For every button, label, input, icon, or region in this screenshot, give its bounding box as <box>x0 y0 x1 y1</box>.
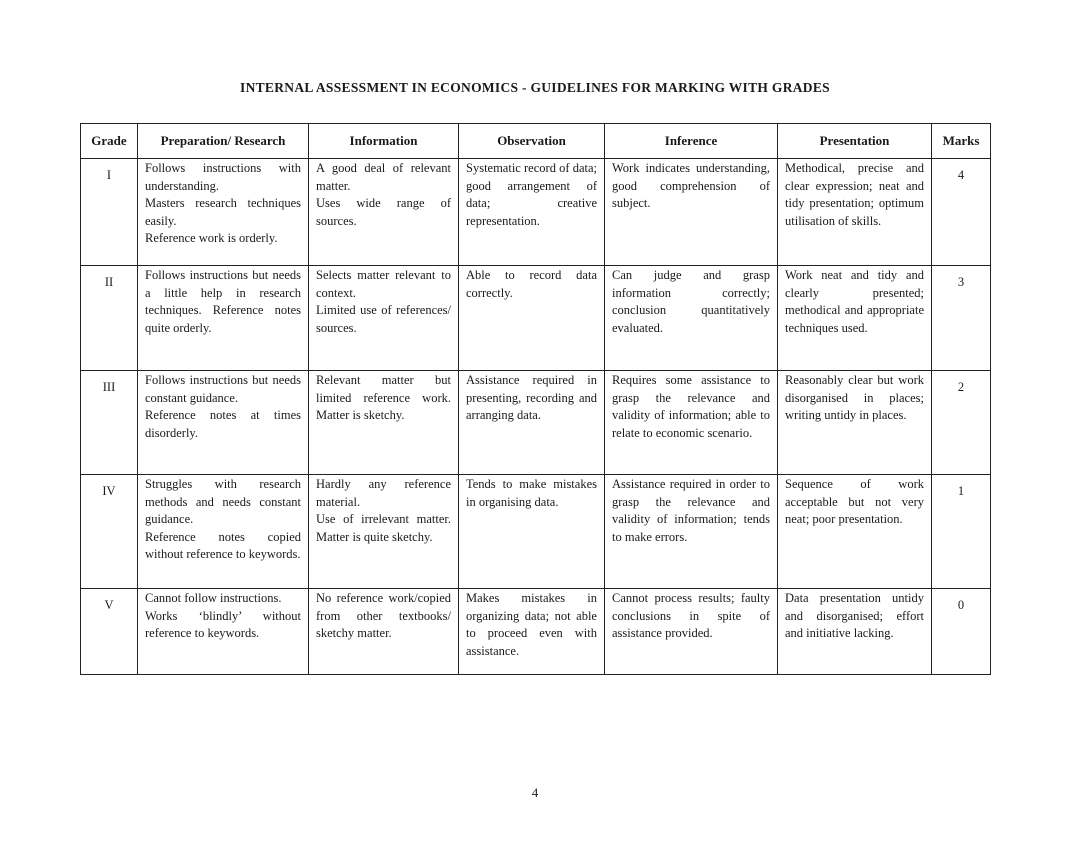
cell-grade: I <box>81 159 138 266</box>
cell-observation <box>459 371 605 475</box>
page-title: INTERNAL ASSESSMENT IN ECONOMICS - GUIDELINES FOR MARKING WITH GRADES <box>240 80 830 95</box>
cell-presentation <box>778 475 932 589</box>
inference-text: Requires some assistance to grasp the relevance and validity of information; able to relate to economic scenario. <box>612 373 770 440</box>
information-text: Use of irrelevant matter. Matter is quite sketchy. <box>316 512 451 544</box>
information-text: Uses wide range of sources. <box>316 196 451 228</box>
inference-text: Work indicates understanding, good comprehension of subject. <box>612 161 770 211</box>
presentation-text: Reasonably clear but work disorganised in places; writing untidy in places. <box>785 373 924 423</box>
cell-grade: III <box>81 371 138 475</box>
cell-inference <box>605 475 778 589</box>
information-text: Relevant matter but limited reference work. Matter is sketchy. <box>316 373 451 423</box>
observation-text: Assistance required in presenting, recording and arranging data. <box>466 373 597 423</box>
preparation-text: Reference notes copied without reference to keywords. <box>145 529 301 562</box>
cell-inference <box>605 371 778 475</box>
cell-presentation <box>778 371 932 475</box>
information-text: A good deal of relevant matter. <box>316 161 451 193</box>
cell-grade: II <box>81 266 138 371</box>
information-text: Hardly any reference material. <box>316 477 451 509</box>
cell-preparation <box>138 159 309 266</box>
preparation-text: Reference work is orderly. <box>145 231 278 246</box>
cell-presentation <box>778 266 932 371</box>
table-row <box>81 475 991 589</box>
preparation-text: Follows instructions but needs a little help in research techniques. Reference notes quite orderly. <box>145 268 301 335</box>
cell-information <box>309 266 459 371</box>
cell-inference <box>605 589 778 675</box>
header-preparation: Preparation/ Research <box>138 124 309 159</box>
observation-text: Systematic record of data; good arrangement of data; creative representation. <box>466 161 597 228</box>
preparation-text: Struggles with research methods and needs constant guidance. <box>145 477 301 527</box>
table-row <box>81 266 991 371</box>
cell-marks: 3 <box>932 266 991 371</box>
cell-preparation <box>138 475 309 589</box>
cell-observation <box>459 475 605 589</box>
cell-preparation <box>138 371 309 475</box>
cell-information <box>309 159 459 266</box>
information-text: No reference work/copied from other textbooks/ sketchy matter. <box>316 591 451 641</box>
cell-preparation <box>138 266 309 371</box>
table-row <box>81 589 991 675</box>
inference-text: Can judge and grasp information correctly; conclusion quantitatively evaluated. <box>612 268 770 335</box>
observation-text: Tends to make mistakes in organising data. <box>466 477 597 509</box>
cell-marks: 1 <box>932 475 991 589</box>
cell-marks: 2 <box>932 371 991 475</box>
observation-text: Able to record data correctly. <box>466 268 597 300</box>
cell-information <box>309 475 459 589</box>
cell-inference <box>605 266 778 371</box>
information-text: Selects matter relevant to context. <box>316 268 451 300</box>
header-row <box>81 124 991 159</box>
preparation-text: Cannot follow instructions. <box>145 591 282 605</box>
preparation-text: Reference notes at times disorderly. <box>145 408 301 440</box>
cell-observation <box>459 159 605 266</box>
cell-presentation <box>778 159 932 266</box>
cell-grade: V <box>81 589 138 675</box>
header-inference: Inference <box>605 124 778 159</box>
observation-text: Makes mistakes in organizing data; not able to proceed even with assistance. <box>466 591 597 658</box>
presentation-text: Sequence of work acceptable but not very neat; poor presentation. <box>785 477 924 527</box>
presentation-text: Data presentation untidy and disorganised; effort and initiative lacking. <box>785 591 924 641</box>
header-grade: Grade <box>81 124 138 159</box>
cell-grade: IV <box>81 475 138 589</box>
preparation-text: Works ‘blindly’ without reference to keywords. <box>145 608 301 641</box>
cell-inference <box>605 159 778 266</box>
information-text: Limited use of references/ sources. <box>316 303 451 335</box>
header-information: Information <box>309 124 459 159</box>
cell-marks: 4 <box>932 159 991 266</box>
cell-presentation <box>778 589 932 675</box>
preparation-text: Follows instructions but needs constant guidance. <box>145 373 301 405</box>
header-marks: Marks <box>932 124 991 159</box>
cell-observation <box>459 589 605 675</box>
cell-marks: 0 <box>932 589 991 675</box>
inference-text: Assistance required in order to grasp the relevance and validity of information; tends to make errors. <box>612 477 770 544</box>
cell-preparation <box>138 589 309 675</box>
grading-table <box>80 123 991 675</box>
header-observation: Observation <box>459 124 605 159</box>
cell-information <box>309 589 459 675</box>
page-number: 4 <box>531 785 539 800</box>
presentation-text: Work neat and tidy and clearly presented; methodical and appropriate techniques used. <box>785 268 924 335</box>
table-row <box>81 159 991 266</box>
preparation-text: Follows instructions with understanding. <box>145 161 301 193</box>
preparation-text: Masters research techniques easily. <box>145 196 301 228</box>
header-presentation: Presentation <box>778 124 932 159</box>
inference-text: Cannot process results; faulty conclusions in spite of assistance provided. <box>612 591 770 641</box>
table-row <box>81 371 991 475</box>
cell-observation <box>459 266 605 371</box>
cell-information <box>309 371 459 475</box>
presentation-text: Methodical, precise and clear expression; neat and tidy presentation; optimum utilisation of skills. <box>785 161 924 228</box>
